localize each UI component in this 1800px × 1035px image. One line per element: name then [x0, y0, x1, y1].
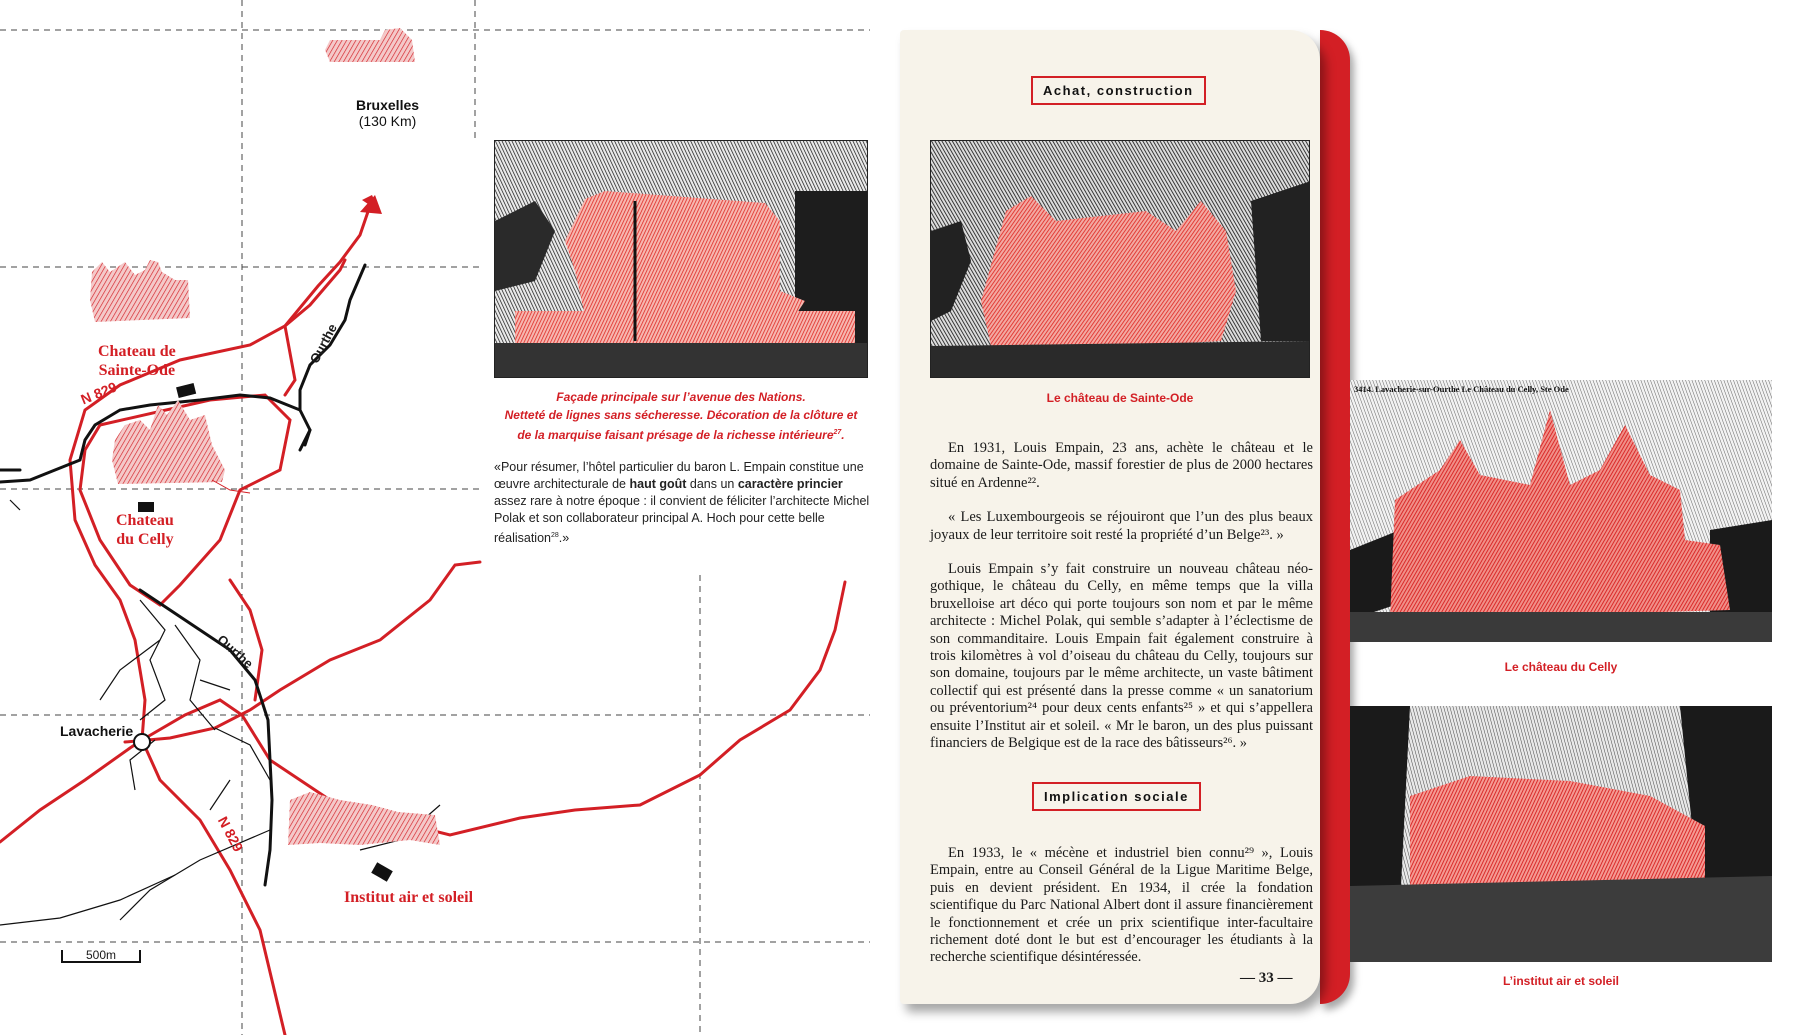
- label-road-n829-bottom: N 829: [214, 813, 247, 855]
- lavacherie-marker: [134, 734, 150, 750]
- label-celly-line1: Chateau: [116, 512, 174, 529]
- paragraph-achat-2: « Les Luxembourgeois se réjouiront que l’un des plus beaux joyaux de leur territoire soit resté la propriété d’un Belge²³. »: [930, 509, 1313, 543]
- institut-building-graphic: [288, 792, 440, 845]
- label-road-n829-top: N 829: [78, 378, 119, 408]
- quote-bold-haut-gout: haut goût: [629, 477, 687, 491]
- villa-quote: «Pour résumer, l’hôtel particulier du baron L. Empain constitue une œuvre architecturale de haut goût dans un caractère princier assez rare à notre époque : il convient de féliciter l’architecte Michel Polak et son collaborateur principal A. Hoch pour cette belle réalisation$^{28}$.»: [494, 460, 870, 546]
- villa-caption-line3: de la marquise faisant présage de la richesse intérieure$^{27}$.: [517, 428, 845, 442]
- body-text-implication: [930, 845, 1313, 984]
- bruxelles-building-graphic: [325, 28, 415, 62]
- photo-empain-villa: [494, 140, 868, 378]
- label-chateau-celly: [116, 511, 174, 549]
- paragraph-achat-1: En 1931, Louis Empain, 23 ans, achète le château et le domaine de Sainte-Ode, massif forestier de plus de 2000 hectares situé en Ardenne²².: [930, 440, 1313, 491]
- page-number: — 33 —: [1240, 970, 1293, 986]
- section-title-implication: Implication sociale: [1032, 782, 1201, 811]
- city-bruxelles-distance: (130 Km): [358, 113, 417, 129]
- villa-caption: [494, 388, 868, 444]
- label-river-ourthe-top: Ourthe: [306, 321, 340, 366]
- city-bruxelles-name: Bruxelles: [356, 97, 420, 113]
- paragraph-achat-3: Louis Empain s’y fait construire un nouveau château néo-gothique, le château du Celly, en même temps que la villa bruxelloise art déco qui porte toujours son nom et par le même architecte : Michel Polak, qui semble s’adapter à l’éclectisme de son commanditaire. Louis Empain fait également construire à trois kilomètres à vol d’oiseau du château du Celly, toujours sur son domaine, toujours par le même architecte, un vaste bâtiment collectif qui est présenté dans la presse comme « un sanatorium ou préventorium²⁴ pour deux cents enfants²⁵ » et qui s’appellera ensuite l’Institut air et soleil. « Mr le baron, un des plus puissant financiers de Belgique est de la race des bâtisseurs²⁶. »: [930, 561, 1313, 752]
- villa-caption-line2: Netteté de lignes sans sécheresse. Décoration de la clôture et: [504, 408, 858, 422]
- body-text-achat: [930, 440, 1313, 770]
- sainte-ode-marker: [176, 383, 196, 398]
- institut-marker: [371, 862, 393, 881]
- sainte-ode-building-graphic: [90, 260, 190, 322]
- section-title-achat: Achat, construction: [1031, 76, 1206, 105]
- city-bruxelles: [356, 97, 419, 129]
- photo-celly-postcard: [1350, 380, 1772, 642]
- celly-photo-caption: Le château du Celly: [1504, 660, 1618, 674]
- label-chateau-sainte-ode: [98, 342, 176, 380]
- celly-building-graphic: [112, 400, 225, 484]
- villa-caption-footnote: 27: [833, 429, 842, 436]
- postcard-text: 3414. Lavacherie-sur-Ourthe Le Château du Celly, Ste Ode: [1354, 384, 1569, 394]
- label-sainte-ode-line1: Chateau de: [98, 343, 176, 360]
- book-page-edge: [1320, 30, 1350, 1004]
- label-river-ourthe-bottom: Ourthe: [214, 631, 257, 672]
- photo-sainte-ode-caption: Le château de Sainte-Ode: [1046, 391, 1194, 405]
- photo-institut: [1350, 706, 1772, 962]
- label-sainte-ode-line2: Sainte-Ode: [98, 362, 176, 379]
- label-celly-line2: du Celly: [116, 531, 174, 548]
- quote-bold-caractere: caractère princier: [737, 477, 843, 491]
- villa-caption-line1: Façade principale sur l’avenue des Nations.: [556, 390, 806, 404]
- institut-photo-caption: L’institut air et soleil: [1502, 974, 1620, 988]
- label-institut: Institut air et soleil: [344, 889, 474, 906]
- paragraph-implication-1: En 1933, le « mécène et industriel bien connu²⁹ », Louis Empain, entre au Conseil Général de la Ligue Maritime Belge, puis en devient président. En 1934, il crée la fondation scientifique du Parc National Albert dont il assure financièrement le fonctionnement et crée un prix scientifique inter-facultaire richement doté dont le but est d’encourager les étudiants à la recherche scientifique désintéressée.: [930, 845, 1313, 966]
- quote-footnote: 28: [550, 532, 559, 539]
- book-page: [900, 30, 1320, 1004]
- photo-sainte-ode: [930, 140, 1310, 378]
- streams: [0, 500, 440, 925]
- scale-label: 500m: [86, 948, 117, 962]
- label-lavacherie: Lavacherie: [60, 723, 134, 739]
